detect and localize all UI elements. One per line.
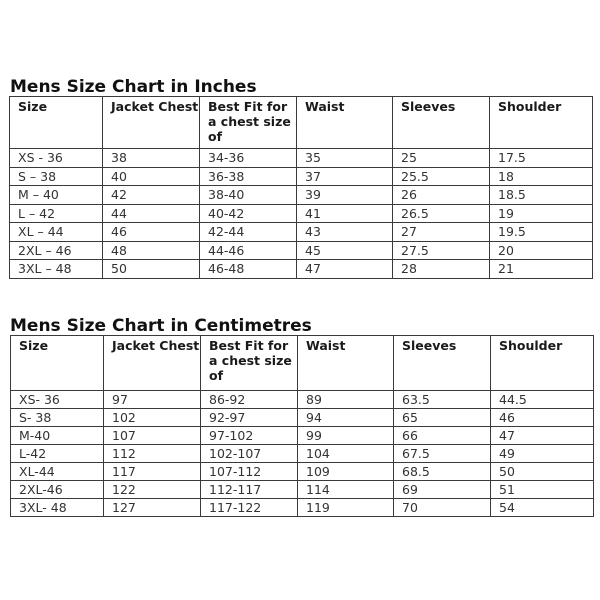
centimetres-size-table bbox=[10, 335, 594, 517]
centimetres-chart-title: Mens Size Chart in Centimetres bbox=[10, 316, 312, 336]
header-jacket-chest: Jacket Chest bbox=[103, 97, 200, 149]
cell-shoulder: 47 bbox=[491, 427, 594, 445]
cell-sleeves: 70 bbox=[394, 499, 491, 517]
table-row bbox=[10, 260, 593, 279]
cell-best-fit: 117-122 bbox=[201, 499, 298, 517]
cell-waist: 47 bbox=[297, 260, 393, 279]
cell-shoulder: 17.5 bbox=[490, 149, 593, 168]
inches-size-table bbox=[9, 96, 593, 279]
cell-jacket-chest: 46 bbox=[103, 223, 200, 242]
cell-shoulder: 49 bbox=[491, 445, 594, 463]
cell-size: XS - 36 bbox=[10, 149, 103, 168]
cell-best-fit: 44-46 bbox=[200, 241, 297, 260]
cell-sleeves: 67.5 bbox=[394, 445, 491, 463]
table-row bbox=[11, 481, 594, 499]
cell-waist: 94 bbox=[298, 409, 394, 427]
cell-waist: 45 bbox=[297, 241, 393, 260]
table-header-row bbox=[11, 336, 594, 391]
header-waist: Waist bbox=[297, 97, 393, 149]
cell-best-fit: 112-117 bbox=[201, 481, 298, 499]
cell-shoulder: 19.5 bbox=[490, 223, 593, 242]
cell-waist: 89 bbox=[298, 391, 394, 409]
table-row bbox=[10, 223, 593, 242]
cell-waist: 35 bbox=[297, 149, 393, 168]
cell-best-fit: 97-102 bbox=[201, 427, 298, 445]
cell-jacket-chest: 50 bbox=[103, 260, 200, 279]
cell-best-fit: 102-107 bbox=[201, 445, 298, 463]
cell-size: L-42 bbox=[11, 445, 104, 463]
cell-waist: 41 bbox=[297, 204, 393, 223]
cell-sleeves: 26.5 bbox=[393, 204, 490, 223]
cell-size: M-40 bbox=[11, 427, 104, 445]
header-size: Size bbox=[10, 97, 103, 149]
cell-sleeves: 26 bbox=[393, 186, 490, 205]
cell-size: 2XL-46 bbox=[11, 481, 104, 499]
cell-best-fit: 46-48 bbox=[200, 260, 297, 279]
header-size: Size bbox=[11, 336, 104, 391]
cell-jacket-chest: 122 bbox=[104, 481, 201, 499]
cell-best-fit: 34-36 bbox=[200, 149, 297, 168]
header-best-fit: Best Fit for a chest size of bbox=[201, 336, 298, 391]
table-row bbox=[10, 241, 593, 260]
cell-waist: 119 bbox=[298, 499, 394, 517]
cell-jacket-chest: 40 bbox=[103, 167, 200, 186]
cell-shoulder: 20 bbox=[490, 241, 593, 260]
cell-sleeves: 68.5 bbox=[394, 463, 491, 481]
cell-jacket-chest: 117 bbox=[104, 463, 201, 481]
cell-size: M – 40 bbox=[10, 186, 103, 205]
cell-sleeves: 63.5 bbox=[394, 391, 491, 409]
cell-waist: 43 bbox=[297, 223, 393, 242]
table-row bbox=[11, 391, 594, 409]
cell-sleeves: 28 bbox=[393, 260, 490, 279]
cell-jacket-chest: 38 bbox=[103, 149, 200, 168]
cell-shoulder: 46 bbox=[491, 409, 594, 427]
cell-jacket-chest: 107 bbox=[104, 427, 201, 445]
cell-jacket-chest: 112 bbox=[104, 445, 201, 463]
cell-jacket-chest: 44 bbox=[103, 204, 200, 223]
inches-chart-title: Mens Size Chart in Inches bbox=[10, 77, 257, 97]
cell-sleeves: 27.5 bbox=[393, 241, 490, 260]
header-sleeves: Sleeves bbox=[393, 97, 490, 149]
cell-size: S- 38 bbox=[11, 409, 104, 427]
cell-jacket-chest: 97 bbox=[104, 391, 201, 409]
cell-best-fit: 86-92 bbox=[201, 391, 298, 409]
cell-best-fit: 38-40 bbox=[200, 186, 297, 205]
cell-best-fit: 42-44 bbox=[200, 223, 297, 242]
cell-best-fit: 40-42 bbox=[200, 204, 297, 223]
cell-size: XL-44 bbox=[11, 463, 104, 481]
cell-sleeves: 27 bbox=[393, 223, 490, 242]
header-shoulder: Shoulder bbox=[491, 336, 594, 391]
cell-jacket-chest: 102 bbox=[104, 409, 201, 427]
cell-sleeves: 25 bbox=[393, 149, 490, 168]
table-row bbox=[11, 409, 594, 427]
cell-best-fit: 107-112 bbox=[201, 463, 298, 481]
cell-jacket-chest: 42 bbox=[103, 186, 200, 205]
cell-shoulder: 19 bbox=[490, 204, 593, 223]
table-row bbox=[11, 499, 594, 517]
cell-shoulder: 51 bbox=[491, 481, 594, 499]
header-jacket-chest: Jacket Chest bbox=[104, 336, 201, 391]
cell-shoulder: 44.5 bbox=[491, 391, 594, 409]
cell-size: XL – 44 bbox=[10, 223, 103, 242]
cell-size: 3XL – 48 bbox=[10, 260, 103, 279]
cell-shoulder: 18.5 bbox=[490, 186, 593, 205]
cell-waist: 37 bbox=[297, 167, 393, 186]
table-row bbox=[11, 463, 594, 481]
header-waist: Waist bbox=[298, 336, 394, 391]
cell-sleeves: 65 bbox=[394, 409, 491, 427]
cell-size: S – 38 bbox=[10, 167, 103, 186]
cell-sleeves: 66 bbox=[394, 427, 491, 445]
cell-size: XS- 36 bbox=[11, 391, 104, 409]
cell-sleeves: 69 bbox=[394, 481, 491, 499]
cell-size: 3XL- 48 bbox=[11, 499, 104, 517]
table-row bbox=[11, 445, 594, 463]
cell-waist: 104 bbox=[298, 445, 394, 463]
cell-shoulder: 21 bbox=[490, 260, 593, 279]
cell-waist: 39 bbox=[297, 186, 393, 205]
cell-sleeves: 25.5 bbox=[393, 167, 490, 186]
cell-shoulder: 54 bbox=[491, 499, 594, 517]
header-sleeves: Sleeves bbox=[394, 336, 491, 391]
table-header-row bbox=[10, 97, 593, 149]
cell-jacket-chest: 48 bbox=[103, 241, 200, 260]
cell-size: 2XL – 46 bbox=[10, 241, 103, 260]
cell-waist: 109 bbox=[298, 463, 394, 481]
table-row bbox=[10, 186, 593, 205]
cell-best-fit: 36-38 bbox=[200, 167, 297, 186]
cell-waist: 114 bbox=[298, 481, 394, 499]
cell-best-fit: 92-97 bbox=[201, 409, 298, 427]
table-row bbox=[10, 204, 593, 223]
cell-jacket-chest: 127 bbox=[104, 499, 201, 517]
table-row bbox=[11, 427, 594, 445]
cell-shoulder: 18 bbox=[490, 167, 593, 186]
header-best-fit: Best Fit for a chest size of bbox=[200, 97, 297, 149]
header-shoulder: Shoulder bbox=[490, 97, 593, 149]
cell-waist: 99 bbox=[298, 427, 394, 445]
table-row bbox=[10, 149, 593, 168]
cell-size: L – 42 bbox=[10, 204, 103, 223]
table-row bbox=[10, 167, 593, 186]
cell-shoulder: 50 bbox=[491, 463, 594, 481]
